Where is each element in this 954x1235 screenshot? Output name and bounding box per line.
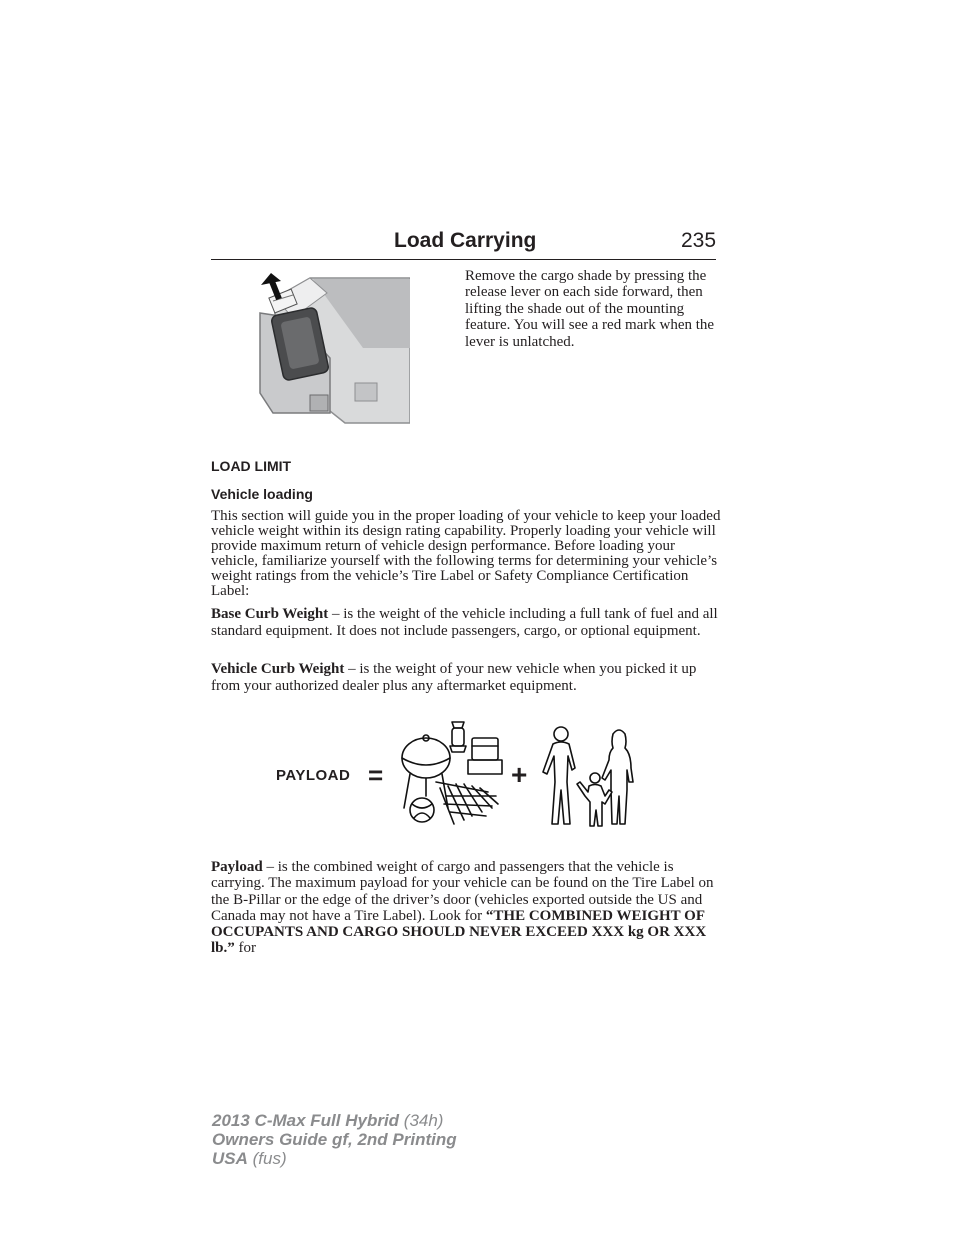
payload-definition — [211, 859, 721, 957]
footer-market: USA — [212, 1149, 248, 1168]
term-vehicle-curb-weight: Vehicle Curb Weight — [211, 661, 345, 677]
footer-market-line — [212, 1149, 287, 1169]
base-curb-weight-text: – is the weight of the vehicle including a full tank of fuel and all standard equipment. It does not include passengers, cargo, or optional equipment. — [211, 606, 718, 639]
footer-model-code: (34h) — [399, 1111, 444, 1130]
footer-guide: Owners Guide gf, 2nd Printing — [212, 1130, 457, 1149]
plus-sign: + — [511, 759, 528, 790]
payload-text: – is the combined weight of cargo and passengers that the vehicle is carrying. The maximum payload for your vehicle can be found on the Tire Label on the B-Pillar or the edge of the driver’s door (vehicles exported outside the US and Canada may not have a Tire Label). Look for — [211, 859, 714, 924]
page-title: Load Carrying — [394, 229, 537, 252]
cargo-items-icon — [396, 716, 506, 828]
term-base-curb-weight: Base Curb Weight — [211, 606, 329, 622]
payload-label-quote: “THE COMBINED WEIGHT OF OCCUPANTS AND CARGO SHOULD NEVER EXCEED XXX kg OR XXX lb.” — [211, 907, 707, 957]
section-heading-load-limit: LOAD LIMIT — [211, 458, 292, 474]
cargo-shade-latch-illustration — [255, 273, 410, 428]
vehicle-curb-weight-text: – is the weight of your new vehicle when you picked it up from your authorized dealer plus any aftermarket equipment. — [211, 661, 697, 694]
equals-sign: = — [368, 760, 384, 790]
vehicle-loading-intro: This section will guide you in the proper loading of your vehicle to keep your loaded vehicle weight within its design rating capability. Properly loading your vehicle will provide maximum return of vehicle design performance. Before loading your vehicle, familiarize yourself with the following terms for determining your vehicle’s weight ratings from the vehicle’s Tire Label or Safety Compliance Certification Label: — [211, 508, 721, 599]
term-payload: Payload — [211, 859, 263, 875]
footer-guide-line — [212, 1130, 457, 1150]
footer-model-line — [212, 1111, 443, 1131]
payload-text-tail: for — [234, 940, 257, 957]
subheading-vehicle-loading: Vehicle loading — [211, 486, 313, 502]
passengers-icon — [535, 724, 641, 827]
payload-diagram-label: PAYLOAD — [276, 767, 351, 784]
footer-model: 2013 C-Max Full Hybrid — [212, 1111, 400, 1130]
footer-market-code: (fus) — [247, 1149, 287, 1168]
base-curb-weight-definition — [211, 606, 721, 639]
vehicle-curb-weight-definition — [211, 661, 721, 694]
header-divider — [211, 259, 716, 260]
page-number: 235 — [681, 229, 717, 252]
cargo-shade-instructions: Remove the cargo shade by pressing the release lever on each side forward, then lifting the shade out of the mounting feature. You will see a red mark when the lever is unlatched. — [465, 268, 715, 350]
